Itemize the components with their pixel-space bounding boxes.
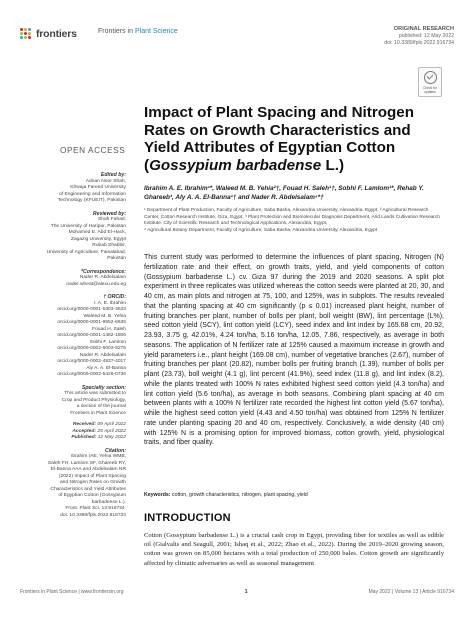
orcid-link[interactable]: orcid.org/0000-0002-5003-9275	[57, 346, 126, 351]
editor-line: of Engineering and Information	[59, 191, 126, 197]
specialty-info	[20, 391, 126, 417]
specialty-section-label: Specialty section:	[81, 384, 126, 391]
correspondence-info	[20, 275, 126, 288]
keywords	[144, 492, 444, 498]
citation-line: of Egyptian Cotton (Gossypium	[58, 493, 126, 498]
journal-name-highlight: Plant Science	[134, 28, 178, 35]
reviewer-line[interactable]: Shah Fahad,	[97, 217, 126, 222]
orcid-link[interactable]: orcid.org/0000-0001-1482-1806	[57, 333, 126, 338]
citation-line: Characteristics and Yield Attributes	[50, 486, 126, 492]
footer-volume: May 2022 | Volume 13 | Article 916734	[368, 589, 454, 595]
orcid-name: Sobhi F. Lamlom	[89, 339, 126, 345]
editor-line: Technology (KFUEIT), Pakistan	[57, 198, 126, 203]
page-footer	[20, 589, 454, 595]
page-number: 1	[244, 589, 248, 595]
journal-prefix: Frontiers in	[98, 28, 135, 35]
published-value: 12 May 2022	[96, 435, 126, 440]
specialty-line: Crop and Product Physiology,	[61, 397, 126, 403]
citation-line: Front. Plant Sci. 13:916734.	[65, 506, 126, 511]
orcid-name: I. A. E. Ibrahim	[93, 300, 126, 306]
published-label: Published:	[71, 435, 97, 440]
citation-line: Ibrahim IAE, Yehia WMB,	[71, 454, 126, 459]
title-end: L.)	[321, 156, 345, 174]
reviewed-by-label: Reviewed by:	[92, 210, 126, 217]
received-label: Received:	[72, 422, 96, 427]
doi[interactable]: doi: 10.3389/fpls.2022.916734	[384, 40, 454, 46]
published-date-sidebar	[20, 435, 126, 442]
journal-name[interactable]	[98, 28, 178, 35]
citation-line: barbadense L.).	[91, 499, 126, 505]
abstract-text: This current study was performed to determine the influences of plant spacing, Nitrogen (N) fertilization rate and their effect, on growth traits, yield, and yield components of cotton (Gossypium barbadense L.) cv. Giza 97 during the 2019 and 2020 seasons. A split plot experiment in three replicates was utilized whereas the cotton seeds were planted at 20, 30, and 40 cm, as main plots and nitrogen at 75, 100, and 125%, was in subplots. The results revealed that the planting spacing at 40 cm significantly (p ≤ 0.01) increased plant height, number of fruiting branches per plant, number of bolls per plant, boll weight (BW), lint percentage (L%), seed cotton yield (SCY), lint cotton yield (LCY), seed index and lint index by 165.68 cm, 20.92, 23.93, 3.75 g, 42.01%, 4.24 ton/ha, 5.16 ton/ha, 12.05, 7.86, respectively, as average in both seasons. The application of N fertilizer rate at 125% caused a maximum increase in growth and yield parameters i.e., plant height (169.08 cm), number of vegetative branches (2.67), number of fruiting branches per plant (20.82), number bolls per fruiting branch (1.39), number of bolls per plant (23.73), boll weight (4.1 g), lint percent (41.9%), seed index (11.8 g), and lint index (8.2), while the plants treated with 100% N rates exhibited highest seed cotton yield (4.3 ton/ha) and lint cotton yield (5.6 ton/ha), as average in both seasons. Combining plant spacing at 40 cm between plants with a 100% N fertilizer rate recorded the highest lint cotton yield (5.67 ton/ha), while the highest seed cotton yield (4.43 and 4.50 ton/ha) was obtained from 125% N fertilizer rate under planting spacing 20 and 40 cm, respectively. Conclusively, a wide density (40 cm) with 125% N is a promising option for improved biomass, cotton growth, yield, physiological traits, and fiber quality.	[144, 254, 444, 447]
affiliation-1: ¹ Department of Plant Production, Faculty of Agriculture, Saba Basha, Alexandria University, Alexandria, Egypt, ² Agricultural Research Center, Cotton Research Institute, Giza, Egypt, ³ Plant Protection and Biomolecular Diagnosis Department, Arid Lands Cultivation Research Institute, City of Scientific Research and Technological Applications, Alexandria, Egypt,	[144, 208, 440, 227]
editor-info	[20, 179, 126, 205]
open-access-label: OPEN ACCESS	[60, 146, 126, 155]
reviewer-line: Pakistan	[107, 256, 126, 261]
citation-line: El-Banna AAA and Abdelsalam NR	[50, 467, 126, 472]
received-value: 09 April 2022	[96, 422, 126, 427]
affiliations	[144, 208, 444, 234]
logo-text: frontiers	[36, 28, 77, 40]
correspondence-label: *Correspondence:	[81, 268, 126, 275]
specialty-line: Frontiers in Plant Science	[70, 410, 126, 416]
keywords-label: Keywords:	[144, 492, 171, 498]
published-date: published: 12 May 2022	[398, 33, 454, 39]
orcid-name: Waleed M. B. Yehia	[83, 313, 126, 319]
keywords-list: cotton, growth characteristics, nitrogen, plant spacing, yield	[170, 492, 308, 498]
author-list[interactable]: Ibrahim A. E. Ibrahim¹*, Waleed M. B. Yehia²†, Fouad H. Saleh¹†, Sobhi F. Lamlom¹*, Rehab Y. Ghareeb³, Aly A. A. El-Banna¹† and Nader R. Abdelsalam⁴*†	[144, 185, 424, 201]
frontiers-logo-icon	[20, 28, 32, 40]
reviewer-line[interactable]: Rubab Shabbir,	[92, 243, 126, 248]
citation-doi[interactable]: doi: 10.3389/fpls.2022.916734	[60, 512, 126, 518]
article-dates	[20, 422, 126, 442]
check-updates-label: Check for updates	[423, 85, 437, 94]
article-title	[144, 104, 444, 174]
title-main: Impact of Plant Spacing and Nitrogen Rates on Growth Characteristics and Yield Attributes of Egyptian Cotton (	[144, 104, 415, 174]
orcid-link[interactable]: orcid.org/0000-0001-9552-6635	[57, 320, 126, 325]
affiliation-2: ⁴ Agricultural Botany Department, Faculty of Agriculture, Saba Basha, Alexandria University, Alexandria, Egypt	[144, 227, 378, 233]
orcid-name: Aly A. A. El-Banna	[86, 365, 126, 371]
editor-line[interactable]: Adnan Noor Shah,	[85, 178, 126, 184]
accepted-value: 25 April 2022	[96, 428, 126, 434]
citation-label: Citation:	[104, 447, 126, 454]
orcid-link[interactable]: orcid.org/0000-0002-5426-0736	[57, 372, 126, 377]
orcid-link[interactable]: orcid.org/0000-0002-4937-4017	[57, 359, 126, 364]
editor-line: Khwaja Fareed University	[70, 185, 126, 190]
reviewer-line: The University of Haripur, Pakistan	[50, 223, 126, 229]
footer-journal[interactable]: Frontiers in Plant Science | www.frontiersin.org	[20, 589, 124, 595]
accepted-label: Accepted:	[72, 428, 96, 434]
reviewer-line[interactable]: Mohamed E. Abd El-Hack,	[68, 230, 126, 235]
citation-info	[20, 454, 126, 519]
edited-by-label: Edited by:	[100, 172, 126, 178]
article-meta	[384, 26, 454, 47]
orcid-link[interactable]: orcid.org/0000-0001-5303-3533	[57, 307, 126, 312]
orcid-name: Nader R. Abdelsalam	[79, 352, 126, 358]
orcid-name: Fouad H. Saleh	[92, 326, 126, 332]
introduction-text: Cotton (Gossypium barbadense L.) is a crucial cash crop in Egypt, providing fiber for textiles as well as edible oil (Gialvalis and Seagull, 2001; Ishaq et al., 2022; Zhao et al., 2022). During the 2019–2020 growing season, cotton was grown on 85,000 hectares with a total production of 250,000 bales. Cotton growth are significantly affected by climatic adversaries as well as seasonal management	[144, 532, 444, 567]
correspondence-email[interactable]: nader.wheat@alexu.edu.eg	[66, 281, 126, 287]
orcid-list	[20, 301, 126, 379]
frontiers-logo[interactable]	[20, 27, 106, 41]
article-sidebar	[20, 166, 126, 521]
specialty-line: a section of the journal	[76, 404, 126, 409]
citation-line: Saleh FH, Lamlom SF, Ghareeb RY,	[47, 460, 126, 466]
specialty-line: This article was submitted to	[64, 391, 126, 396]
citation-line: (2022) Impact of Plant Spacing	[58, 473, 126, 479]
article-type: ORIGINAL RESEARCH	[393, 26, 454, 32]
reviewer-line: Zagazig University, Egypt	[70, 236, 126, 242]
citation-line: and Nitrogen Rates on Growth	[59, 480, 126, 485]
correspondence-name: Nader R. Abdelsalam	[79, 275, 126, 280]
introduction-heading: INTRODUCTION	[144, 512, 231, 524]
check-for-updates-badge[interactable]	[418, 67, 442, 97]
check-updates-icon	[424, 71, 437, 84]
reviewer-line: University of Agriculture, Faisalabad,	[46, 249, 126, 255]
orcid-label: † ORCID:	[103, 294, 126, 300]
reviewer-info	[20, 217, 126, 263]
title-italic: Gossypium barbadense	[149, 156, 322, 174]
